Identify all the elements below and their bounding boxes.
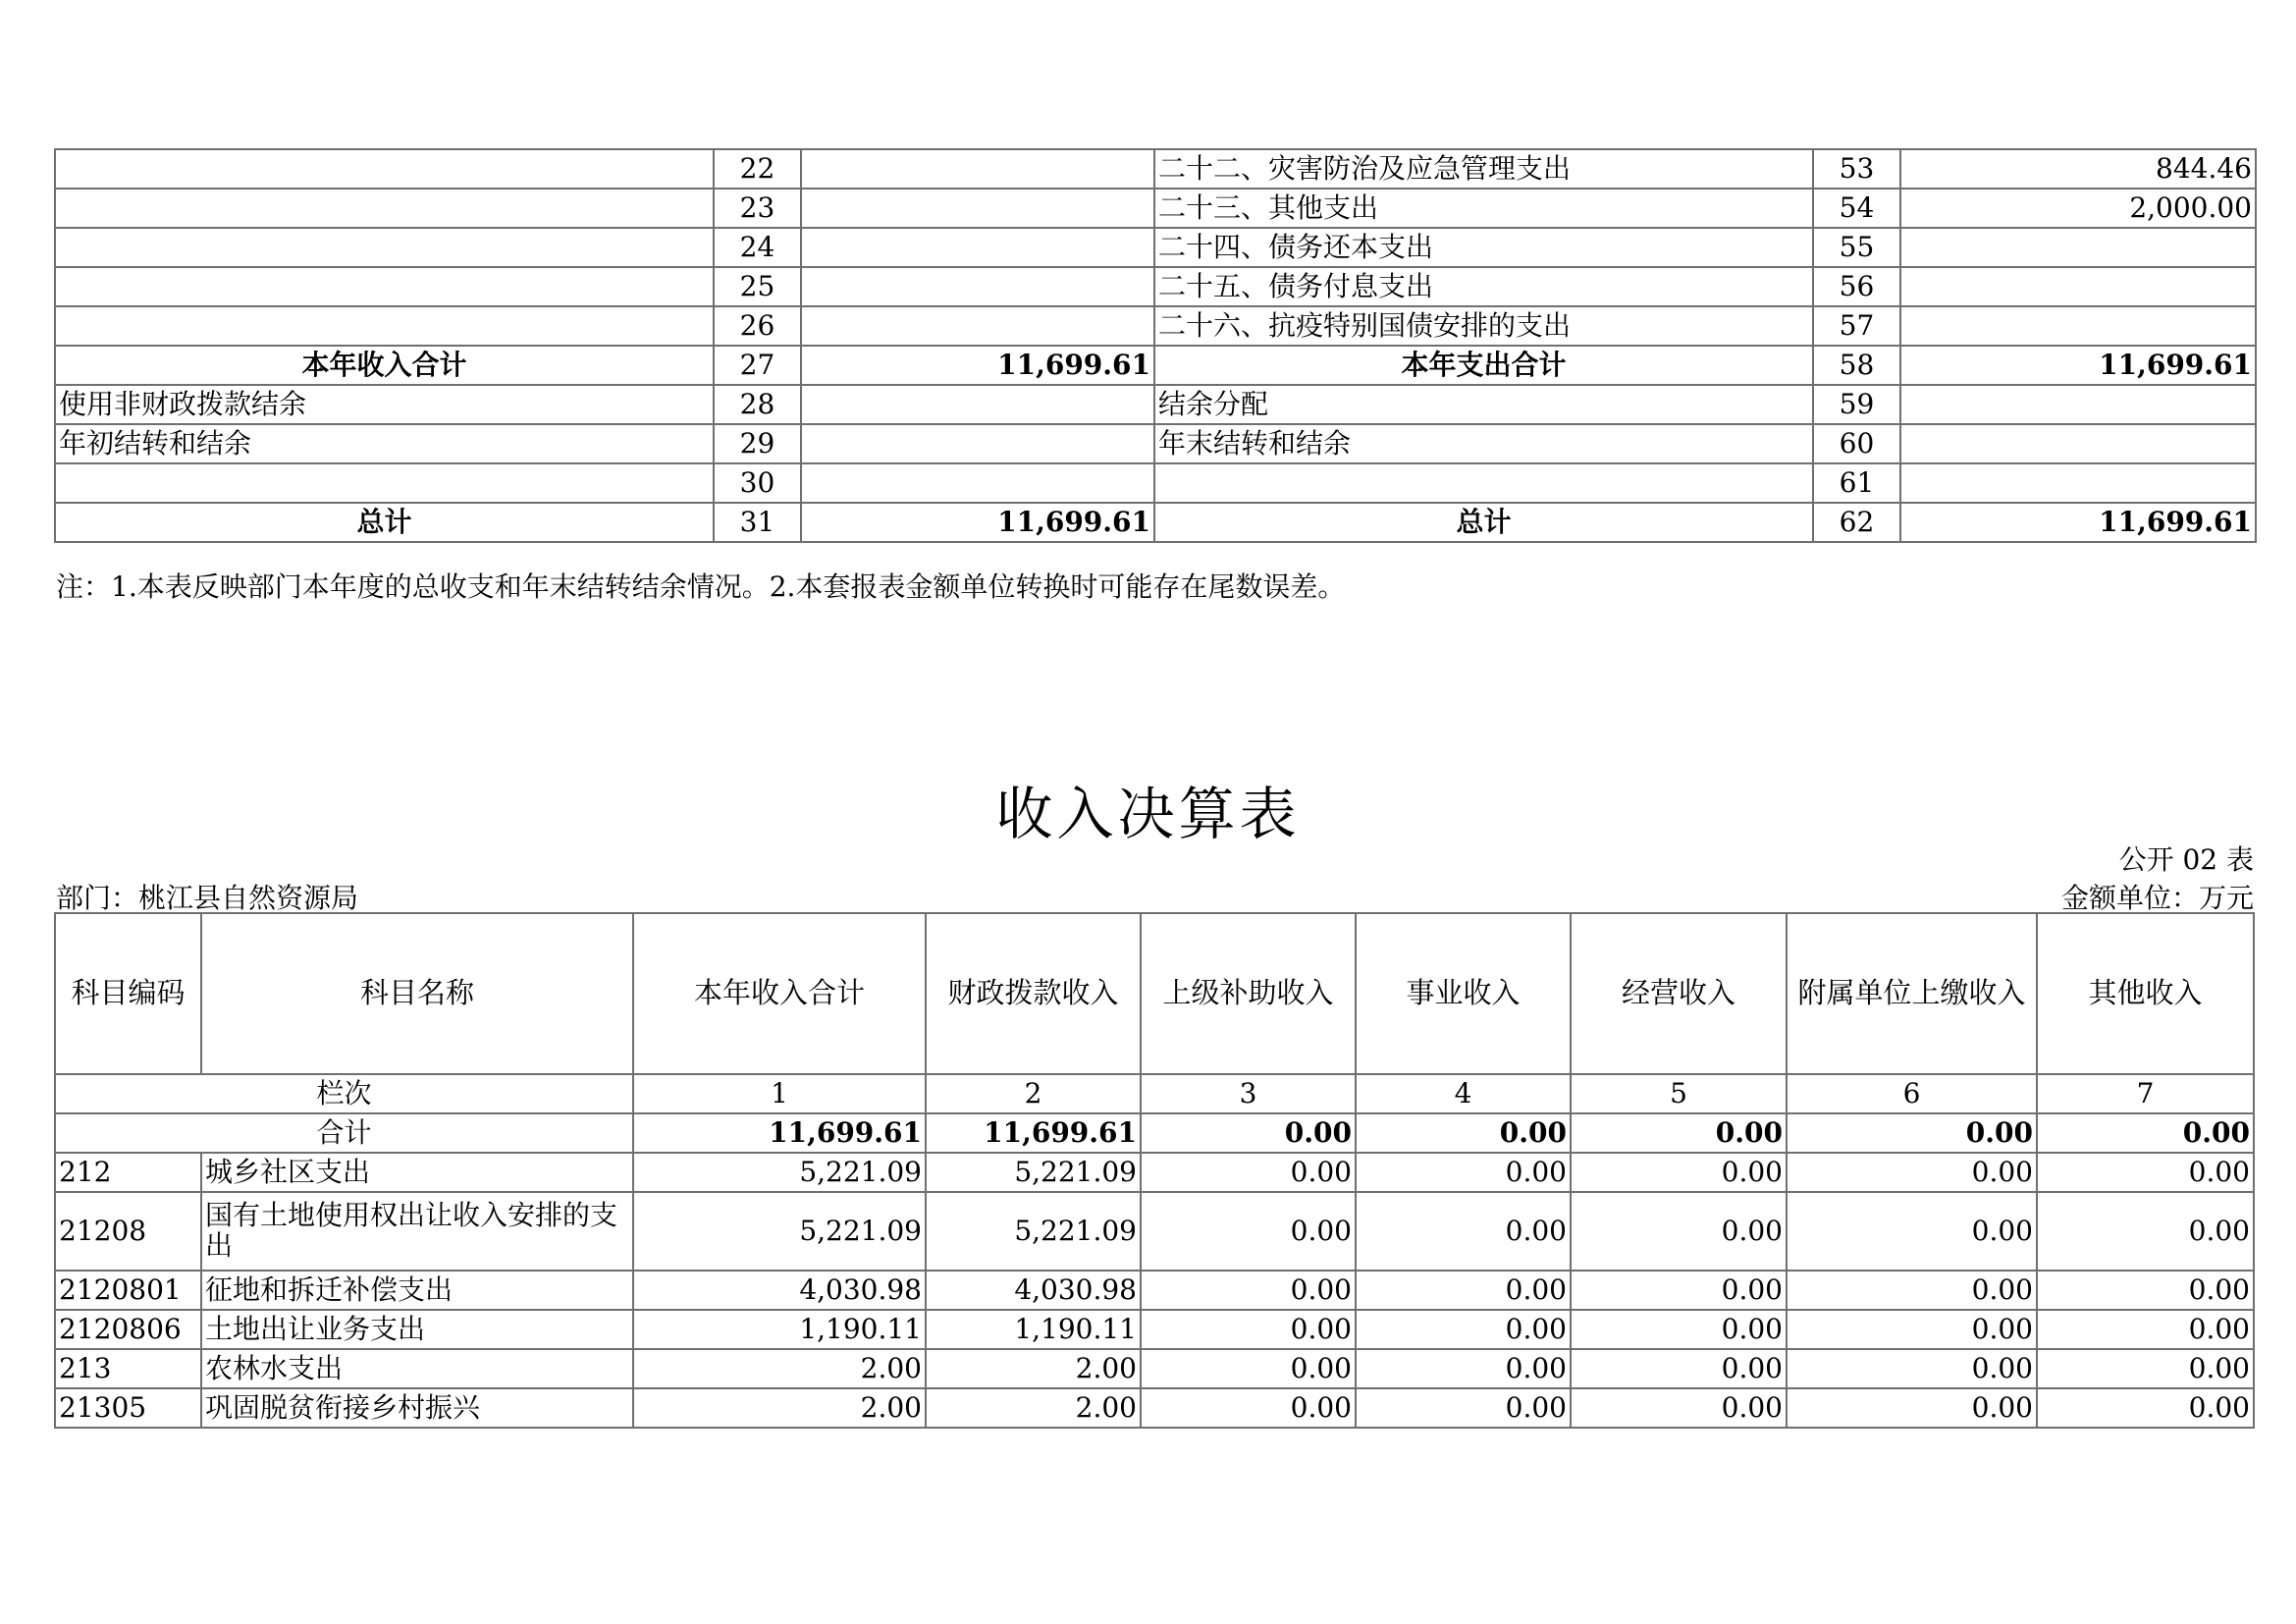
cell-value: 0.00 <box>1571 1388 1787 1428</box>
expense-item-label: 本年支出合计 <box>1154 346 1813 385</box>
table-row <box>55 189 2256 228</box>
cell-value: 0.00 <box>1141 1271 1356 1310</box>
header-row <box>55 913 2254 1074</box>
header-operating-income: 经营收入 <box>1571 913 1787 1074</box>
header-code: 科目编码 <box>55 913 201 1074</box>
cell-value: 0.00 <box>1787 1349 2037 1388</box>
cell-value: 0.00 <box>1571 1192 1787 1271</box>
income-item-label <box>55 267 714 306</box>
expense-amount: 2,000.00 <box>1900 189 2256 228</box>
income-item-label <box>55 228 714 267</box>
cell-value: 0.00 <box>1356 1388 1571 1428</box>
total-value: 11,699.61 <box>926 1113 1141 1153</box>
subject-name: 国有土地使用权出让收入安排的支出 <box>201 1192 633 1271</box>
cell-value: 0.00 <box>2037 1271 2254 1310</box>
cell-value: 4,030.98 <box>926 1271 1141 1310</box>
expense-item-label: 二十五、债务付息支出 <box>1154 267 1813 306</box>
column-index: 6 <box>1787 1074 2037 1113</box>
table-row <box>55 1192 2254 1271</box>
cell-value: 0.00 <box>1141 1349 1356 1388</box>
table-note: 注：1.本表反映部门本年度的总收支和年末结转结余情况。2.本套报表金额单位转换时可能存在尾数误差。 <box>56 570 1346 603</box>
income-amount: 11,699.61 <box>801 346 1154 385</box>
cell-value: 0.00 <box>1571 1271 1787 1310</box>
header-business-income: 事业收入 <box>1356 913 1571 1074</box>
cell-value: 5,221.09 <box>926 1192 1141 1271</box>
income-line-no: 27 <box>714 346 801 385</box>
cell-value: 0.00 <box>1141 1192 1356 1271</box>
header-name: 科目名称 <box>201 913 633 1074</box>
column-index-row <box>55 1074 2254 1113</box>
expense-amount: 11,699.61 <box>1900 346 2256 385</box>
expense-amount <box>1900 267 2256 306</box>
cell-value: 0.00 <box>2037 1310 2254 1349</box>
table-row-grand-total <box>55 503 2256 542</box>
expense-line-no: 62 <box>1813 503 1900 542</box>
expense-item-label <box>1154 463 1813 503</box>
cell-value: 2.00 <box>926 1388 1141 1428</box>
expense-item-label: 结余分配 <box>1154 385 1813 424</box>
expense-amount <box>1900 306 2256 346</box>
income-item-label <box>55 306 714 346</box>
cell-value: 0.00 <box>1356 1349 1571 1388</box>
income-item-label: 使用非财政拨款结余 <box>55 385 714 424</box>
expense-line-no: 54 <box>1813 189 1900 228</box>
total-value: 11,699.61 <box>633 1113 926 1153</box>
subject-code: 2120806 <box>55 1310 201 1349</box>
income-item-label: 年初结转和结余 <box>55 424 714 463</box>
income-amount <box>801 306 1154 346</box>
cell-value: 0.00 <box>1787 1388 2037 1428</box>
cell-value: 0.00 <box>1356 1271 1571 1310</box>
income-line-no: 30 <box>714 463 801 503</box>
income-item-label <box>55 149 714 189</box>
cell-value: 5,221.09 <box>633 1192 926 1271</box>
cell-value: 0.00 <box>1571 1349 1787 1388</box>
income-line-no: 23 <box>714 189 801 228</box>
cell-value: 2.00 <box>633 1349 926 1388</box>
table-row <box>55 228 2256 267</box>
subject-name: 城乡社区支出 <box>201 1153 633 1192</box>
income-item-label: 本年收入合计 <box>55 346 714 385</box>
subject-name: 农林水支出 <box>201 1349 633 1388</box>
column-index: 1 <box>633 1074 926 1113</box>
expense-line-no: 58 <box>1813 346 1900 385</box>
total-value: 0.00 <box>1356 1113 1571 1153</box>
total-row <box>55 1113 2254 1153</box>
expense-item-label: 二十三、其他支出 <box>1154 189 1813 228</box>
total-value: 0.00 <box>2037 1113 2254 1153</box>
cell-value: 0.00 <box>1356 1192 1571 1271</box>
column-index: 3 <box>1141 1074 1356 1113</box>
expense-item-label: 二十二、灾害防治及应急管理支出 <box>1154 149 1813 189</box>
expense-item-label: 二十四、债务还本支出 <box>1154 228 1813 267</box>
table-row <box>55 1388 2254 1428</box>
income-amount <box>801 424 1154 463</box>
income-item-label: 总计 <box>55 503 714 542</box>
income-line-no: 26 <box>714 306 801 346</box>
income-statement-table <box>54 912 2255 1429</box>
header-total-income: 本年收入合计 <box>633 913 926 1074</box>
page-title: 收入决算表 <box>995 781 1301 847</box>
column-index: 7 <box>2037 1074 2254 1113</box>
cell-value: 0.00 <box>1787 1271 2037 1310</box>
subject-code: 21305 <box>55 1388 201 1428</box>
total-value: 0.00 <box>1141 1113 1356 1153</box>
cell-value: 4,030.98 <box>633 1271 926 1310</box>
cell-value: 0.00 <box>2037 1349 2254 1388</box>
cell-value: 0.00 <box>1571 1310 1787 1349</box>
header-affiliated-income: 附属单位上缴收入 <box>1787 913 2037 1074</box>
subject-name: 巩固脱贫衔接乡村振兴 <box>201 1388 633 1428</box>
income-line-no: 29 <box>714 424 801 463</box>
cell-value: 0.00 <box>2037 1192 2254 1271</box>
income-line-no: 28 <box>714 385 801 424</box>
expense-item-label: 二十六、抗疫特别国债安排的支出 <box>1154 306 1813 346</box>
table-row <box>55 306 2256 346</box>
department-label: 部门：桃江县自然资源局 <box>56 882 359 914</box>
column-index: 2 <box>926 1074 1141 1113</box>
expense-line-no: 60 <box>1813 424 1900 463</box>
cell-value: 0.00 <box>1141 1153 1356 1192</box>
income-line-no: 24 <box>714 228 801 267</box>
expense-line-no: 59 <box>1813 385 1900 424</box>
cell-value: 1,190.11 <box>926 1310 1141 1349</box>
cell-value: 0.00 <box>1787 1153 2037 1192</box>
subject-code: 212 <box>55 1153 201 1192</box>
total-value: 0.00 <box>1787 1113 2037 1153</box>
expense-amount <box>1900 424 2256 463</box>
table-row <box>55 463 2256 503</box>
table-row <box>55 424 2256 463</box>
expense-line-no: 61 <box>1813 463 1900 503</box>
table-row <box>55 1271 2254 1310</box>
cell-value: 2.00 <box>633 1388 926 1428</box>
table-row <box>55 1310 2254 1349</box>
form-number: 公开 02 表 <box>2118 843 2254 876</box>
income-amount <box>801 228 1154 267</box>
summary-table-continued <box>54 148 2257 543</box>
cell-value: 5,221.09 <box>633 1153 926 1192</box>
cell-value: 0.00 <box>2037 1388 2254 1428</box>
table-row <box>55 267 2256 306</box>
expense-line-no: 53 <box>1813 149 1900 189</box>
header-other-income: 其他收入 <box>2037 913 2254 1074</box>
amount-unit-label: 金额单位：万元 <box>2060 882 2254 914</box>
header-superior-subsidy: 上级补助收入 <box>1141 913 1356 1074</box>
cell-value: 0.00 <box>2037 1153 2254 1192</box>
expense-amount <box>1900 463 2256 503</box>
table-row <box>55 1153 2254 1192</box>
income-line-no: 22 <box>714 149 801 189</box>
income-amount <box>801 149 1154 189</box>
cell-value: 2.00 <box>926 1349 1141 1388</box>
income-item-label <box>55 189 714 228</box>
table-row <box>55 1349 2254 1388</box>
table-row-annual-total <box>55 346 2256 385</box>
cell-value: 0.00 <box>1141 1310 1356 1349</box>
total-value: 0.00 <box>1571 1113 1787 1153</box>
income-line-no: 25 <box>714 267 801 306</box>
subject-name: 土地出让业务支出 <box>201 1310 633 1349</box>
subject-code: 213 <box>55 1349 201 1388</box>
expense-item-label: 年末结转和结余 <box>1154 424 1813 463</box>
subject-code: 2120801 <box>55 1271 201 1310</box>
subject-name: 征地和拆迁补偿支出 <box>201 1271 633 1310</box>
subject-code: 21208 <box>55 1192 201 1271</box>
expense-amount: 844.46 <box>1900 149 2256 189</box>
income-amount <box>801 463 1154 503</box>
expense-line-no: 57 <box>1813 306 1900 346</box>
expense-item-label: 总计 <box>1154 503 1813 542</box>
income-amount <box>801 385 1154 424</box>
cell-value: 5,221.09 <box>926 1153 1141 1192</box>
expense-line-no: 56 <box>1813 267 1900 306</box>
table-row <box>55 149 2256 189</box>
table-row <box>55 385 2256 424</box>
expense-amount: 11,699.61 <box>1900 503 2256 542</box>
income-amount <box>801 267 1154 306</box>
income-line-no: 31 <box>714 503 801 542</box>
cell-value: 0.00 <box>1356 1153 1571 1192</box>
column-index: 5 <box>1571 1074 1787 1113</box>
income-amount: 11,699.61 <box>801 503 1154 542</box>
cell-value: 0.00 <box>1141 1388 1356 1428</box>
cell-value: 0.00 <box>1571 1153 1787 1192</box>
income-amount <box>801 189 1154 228</box>
expense-line-no: 55 <box>1813 228 1900 267</box>
expense-amount <box>1900 385 2256 424</box>
expense-amount <box>1900 228 2256 267</box>
column-index: 4 <box>1356 1074 1571 1113</box>
income-item-label <box>55 463 714 503</box>
cell-value: 0.00 <box>1356 1310 1571 1349</box>
cell-value: 1,190.11 <box>633 1310 926 1349</box>
column-index-label: 栏次 <box>55 1074 633 1113</box>
header-fiscal-appropriation: 财政拨款收入 <box>926 913 1141 1074</box>
cell-value: 0.00 <box>1787 1192 2037 1271</box>
total-label: 合计 <box>55 1113 633 1153</box>
cell-value: 0.00 <box>1787 1310 2037 1349</box>
